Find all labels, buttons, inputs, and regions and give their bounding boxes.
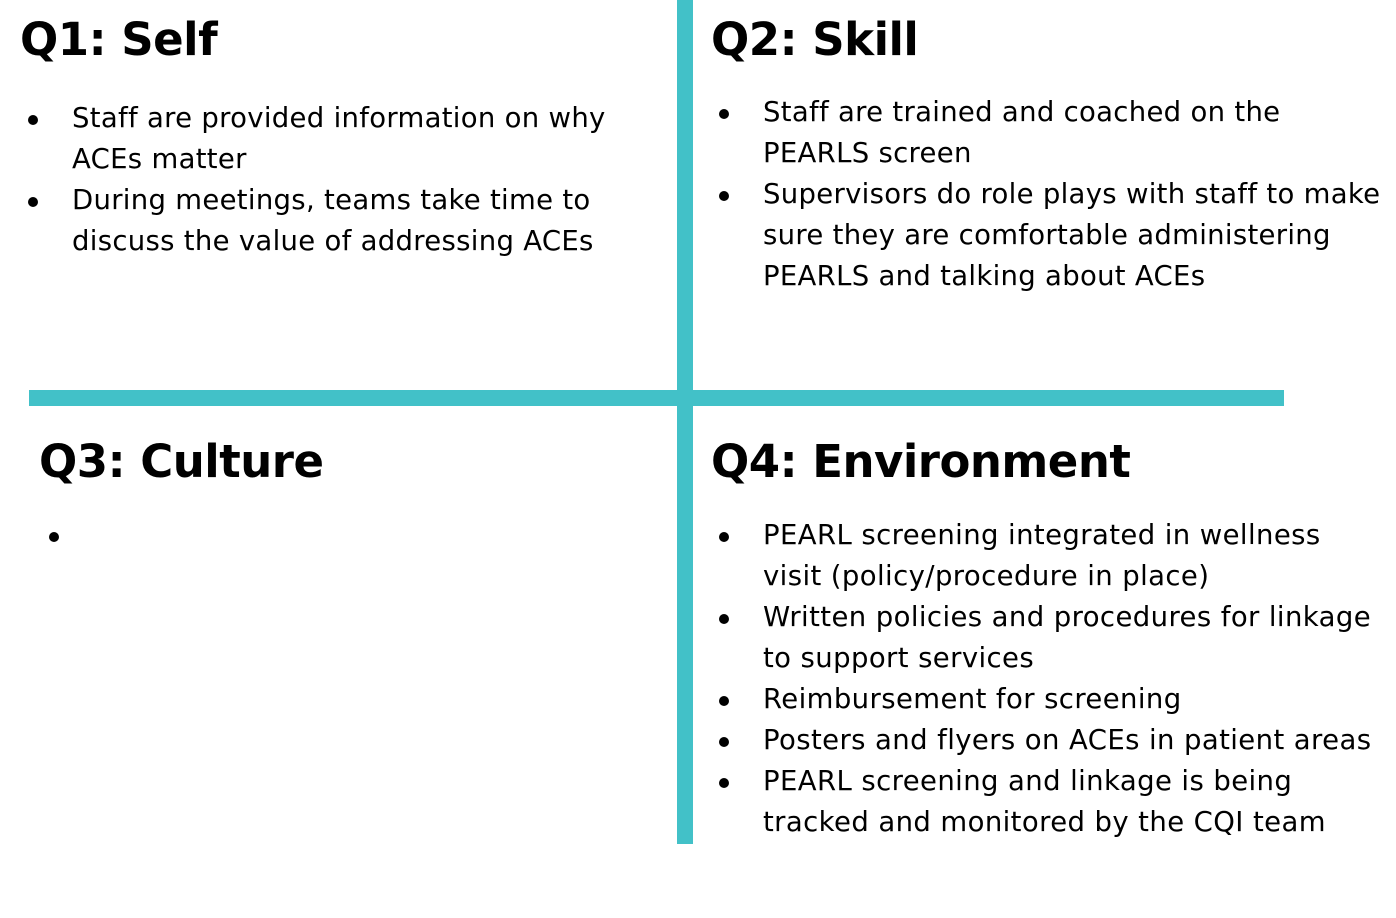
bullet-item: PEARL screening integrated in wellness visit (policy/procedure in place) [711,515,1386,597]
bullet-item: During meetings, teams take time to discuss the value of addressing ACEs [20,180,670,262]
quadrant-self [20,14,670,262]
bullet-list [20,98,670,262]
vertical-divider [677,0,693,844]
quadrant-title: Q2: Skill [711,13,919,66]
bullet-item: Reimbursement for screening [711,679,1386,720]
bullet-list [711,92,1381,297]
horizontal-divider [29,390,1284,406]
quadrant-title: Q1: Self [20,13,218,66]
quadrant-title: Q4: Environment [711,435,1131,488]
bullet-list [711,515,1386,843]
bullet-item: Posters and flyers on ACEs in patient areas [711,720,1386,761]
quadrant-environment [711,436,1386,843]
quadrant-title: Q3: Culture [39,435,324,488]
bullet-item: Staff are provided information on why ACEs matter [20,98,670,180]
bullet-item: Supervisors do role plays with staff to make sure they are comfortable administering PEARLS and talking about ACEs [711,174,1381,297]
quadrant-skill [711,14,1381,297]
bullet-item: Staff are trained and coached on the PEARLS screen [711,92,1381,174]
quadrant-culture [39,436,659,515]
bullet-item: Written policies and procedures for linkage to support services [711,597,1386,679]
bullet-item: PEARL screening and linkage is being tracked and monitored by the CQI team [711,761,1386,843]
